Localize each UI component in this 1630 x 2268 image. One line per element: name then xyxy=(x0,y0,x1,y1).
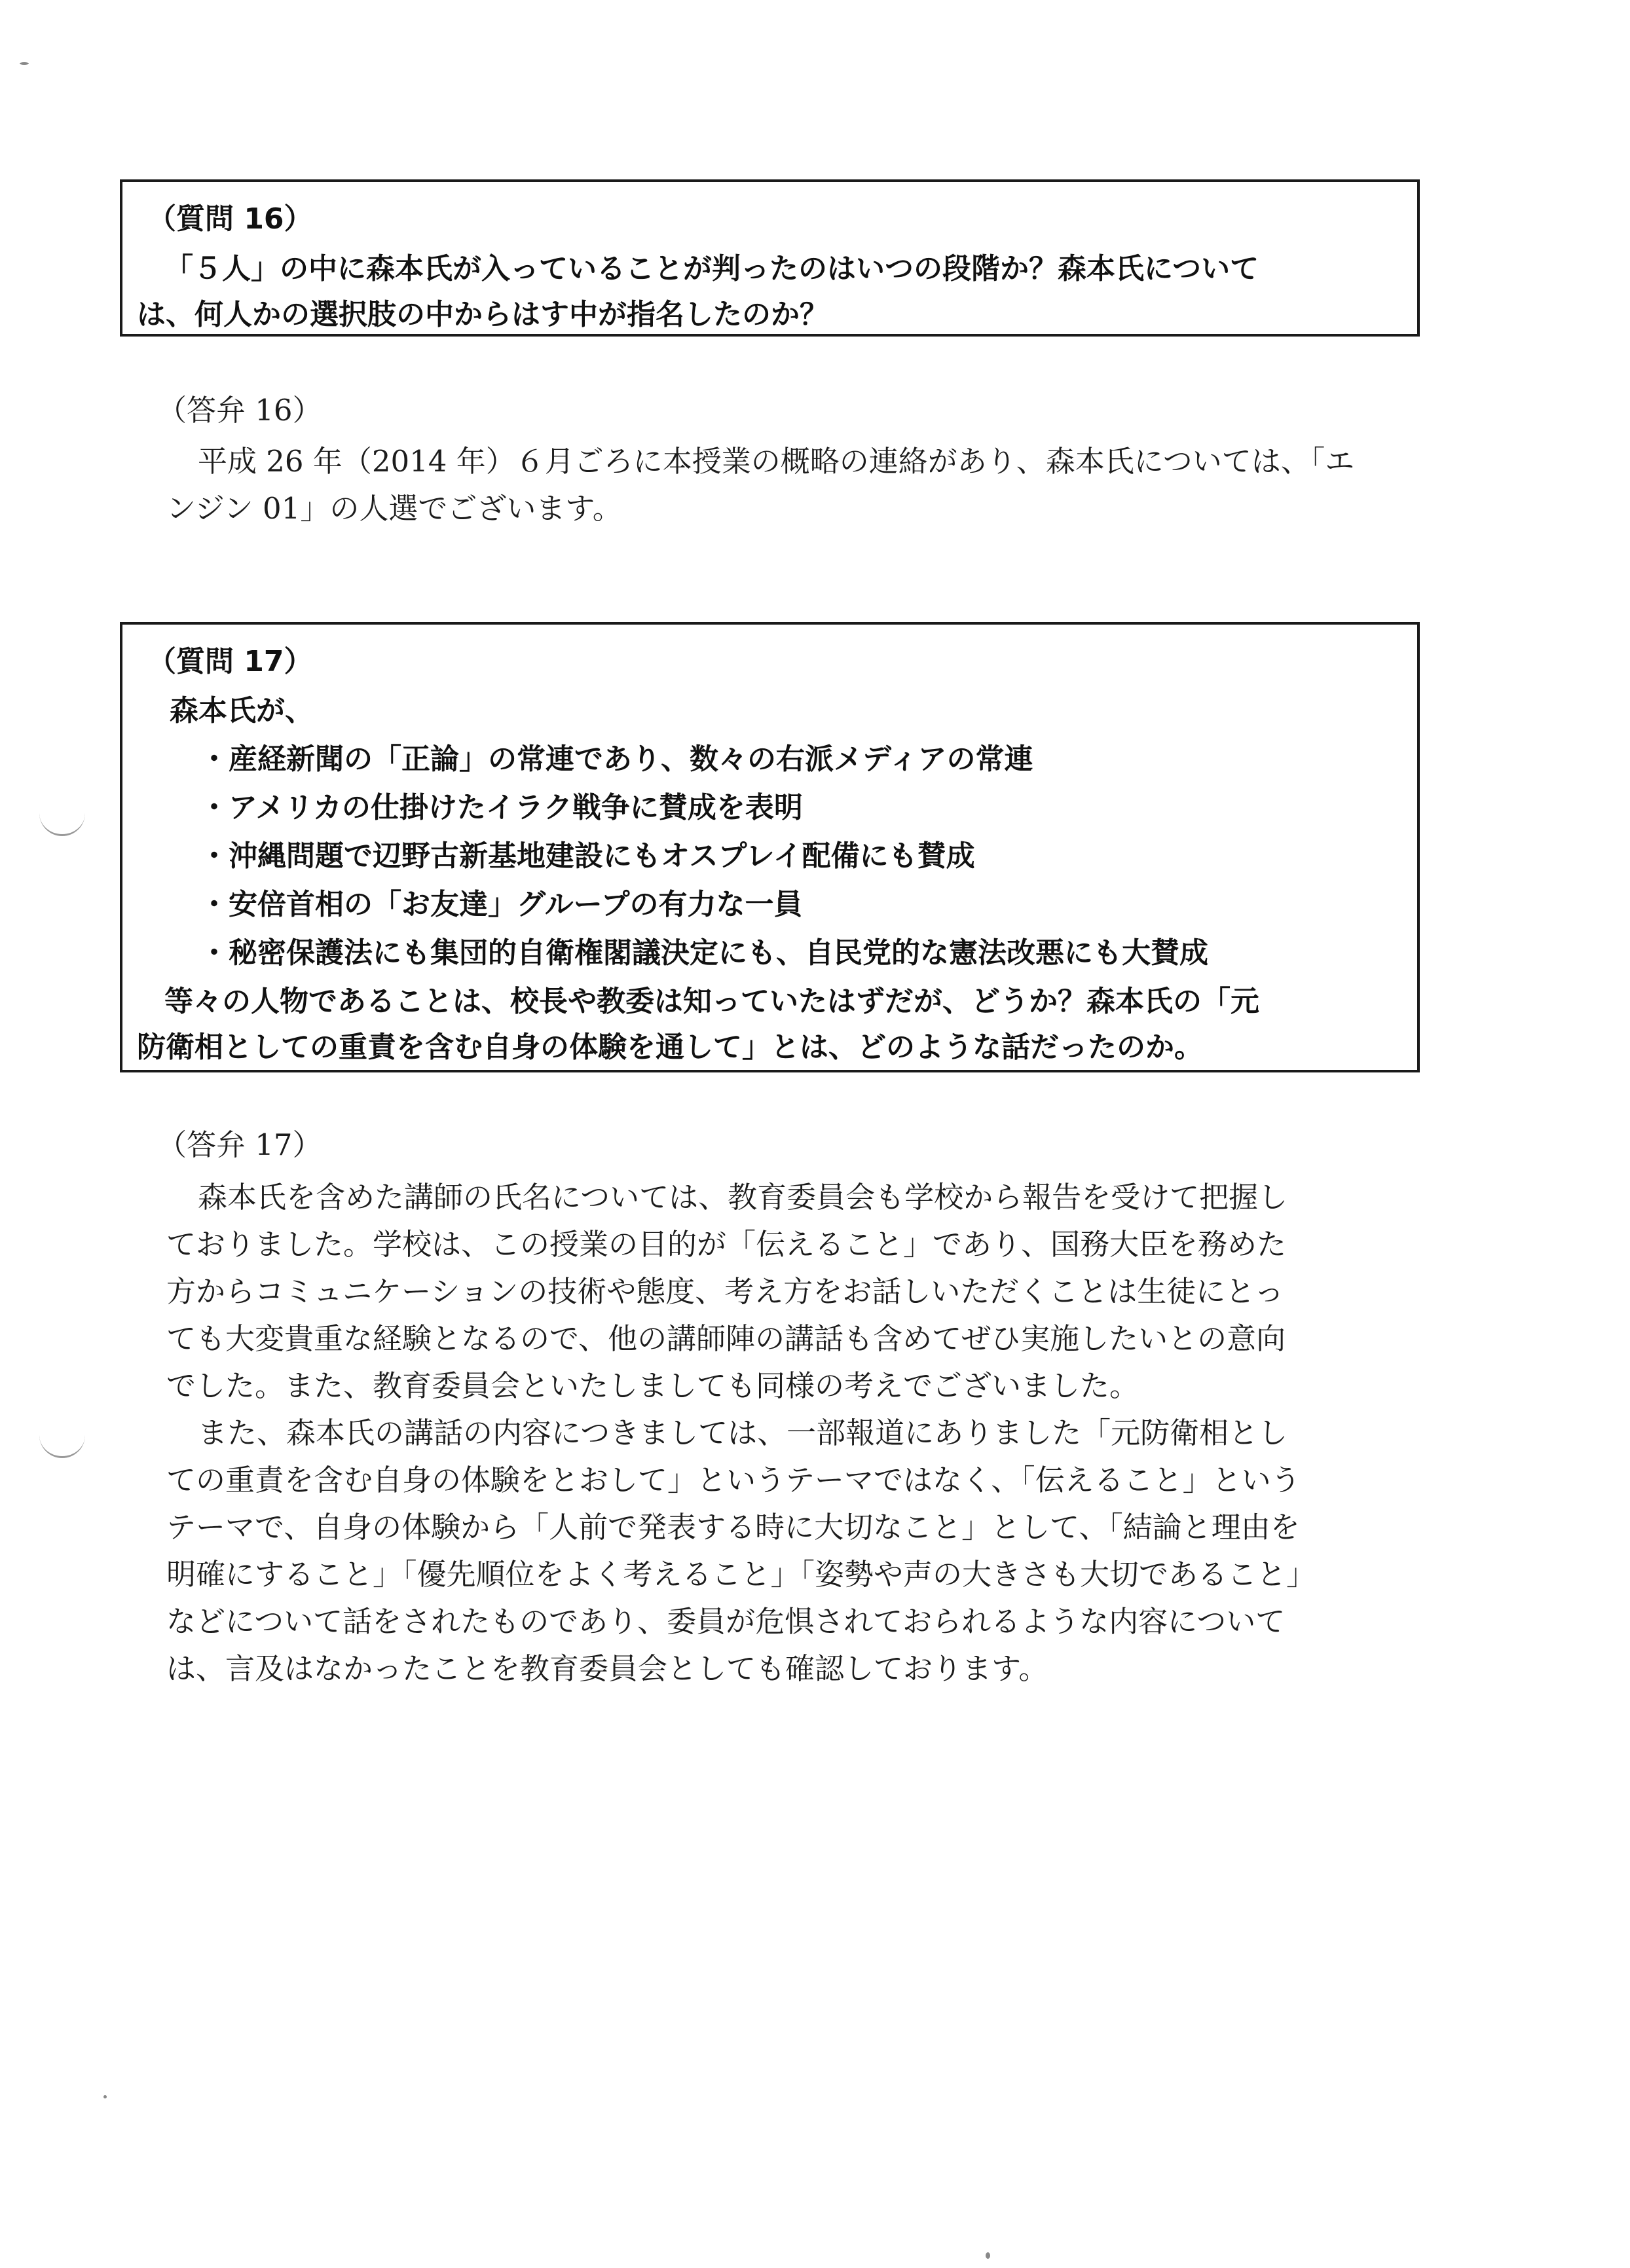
question-17-intro: 森本氏が、 xyxy=(170,694,314,727)
answer-16-label: （答弁 16） xyxy=(157,393,322,428)
question-17-bullet: ・産経新聞の「正論」の常連であり、数々の右派メディアの常連 xyxy=(200,742,1033,776)
question-17-bullet: ・アメリカの仕掛けたイラク戦争に賛成を表明 xyxy=(200,791,803,824)
answer-17-line: また、森本氏の講話の内容につきましては、一部報道にありました「元防衛相とし xyxy=(198,1416,1288,1450)
margin-mark xyxy=(39,812,85,836)
question-17-closing: 防衛相としての重責を含む自身の体験を通して」とは、どのような話だったのか。 xyxy=(137,1031,1203,1064)
question-16-line: 「５人」の中に森本氏が入っていることが判ったのはいつの段階か？森本氏について xyxy=(164,252,1259,285)
margin-mark xyxy=(39,1434,85,1458)
answer-17-line: 方からコミュニケーションの技術や態度、考え方をお話しいただくことは生徒にとっ xyxy=(166,1274,1284,1309)
question-16-label: （質問 16） xyxy=(147,202,313,236)
question-17-bullet: ・秘密保護法にも集団的自衛権閣議決定にも、自民党的な憲法改悪にも大賛成 xyxy=(200,936,1208,970)
answer-17-line: などについて話をされたものであり、委員が危惧されておられるような内容について xyxy=(166,1604,1286,1639)
answer-17-line: テーマで、自身の体験から「人前で発表する時に大切なこと」として、「結論と理由を xyxy=(166,1510,1300,1545)
question-17-box xyxy=(120,622,1420,1072)
answer-17-label: （答弁 17） xyxy=(157,1127,322,1162)
question-17-closing: 等々の人物であることは、校長や教委は知っていたはずだが、どうか？森本氏の「元 xyxy=(164,985,1259,1018)
answer-16-line: 平成 26 年（2014 年）６月ごろに本授業の概略の連絡があり、森本氏については、「エ xyxy=(198,444,1355,479)
scan-speck xyxy=(20,62,29,65)
question-17-bullet: ・安倍首相の「お友達」グループの有力な一員 xyxy=(200,888,803,921)
question-16-box xyxy=(120,179,1420,337)
answer-17-line: は、言及はなかったことを教育委員会としても確認しております。 xyxy=(166,1651,1048,1686)
scan-speck xyxy=(103,2095,107,2098)
answer-17-line: ての重責を含む自身の体験をとおして」というテーマではなく、「伝えること」という xyxy=(166,1463,1301,1497)
answer-17-line: ておりました。学校は、この授業の目的が「伝えること」であり、国務大臣を務めた xyxy=(166,1227,1287,1262)
question-17-bullet: ・沖縄問題で辺野古新基地建設にもオスプレイ配備にも賛成 xyxy=(200,839,975,873)
scan-speck xyxy=(986,2252,990,2259)
question-16-line: は、何人かの選択肢の中からはす中が指名したのか？ xyxy=(137,298,828,331)
answer-17-line: ても大変貴重な経験となるので、他の講師陣の講話も含めてぜひ実施したいとの意向 xyxy=(166,1321,1286,1356)
question-17-label: （質問 17） xyxy=(147,645,313,678)
answer-17-line: でした。また、教育委員会といたしましても同様の考えでございました。 xyxy=(166,1368,1139,1403)
answer-16-line: ンジン 01」の人選でございます。 xyxy=(166,491,622,526)
answer-17-line: 森本氏を含めた講師の氏名については、教育委員会も学校から報告を受けて把握し xyxy=(198,1180,1288,1215)
answer-17-line: 明確にすること」「優先順位をよく考えること」「姿勢や声の大きさも大切であること」 xyxy=(166,1557,1316,1592)
